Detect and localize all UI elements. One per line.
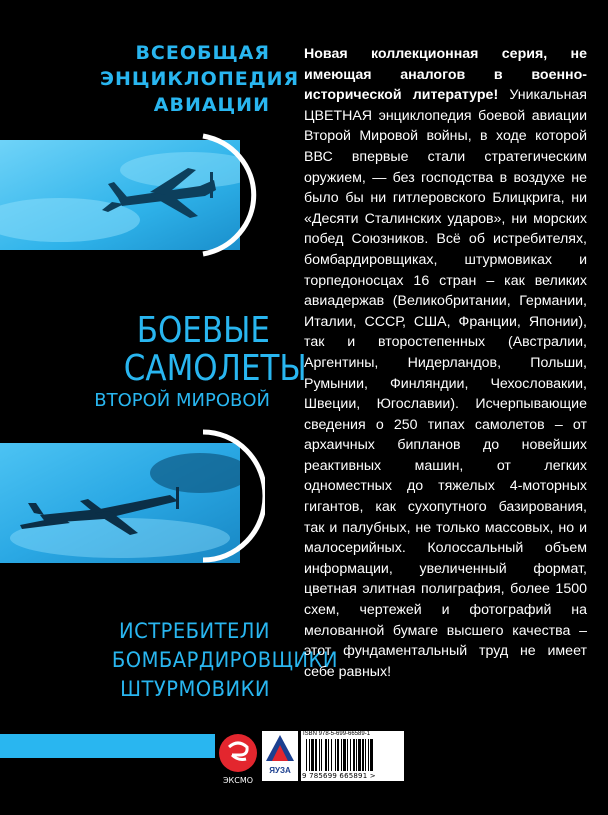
main-title-line: САМОЛЕТЫ — [123, 348, 307, 389]
isbn-number: ISBN 978-5-699-66589-1 — [303, 731, 371, 737]
main-subtitle: ВТОРОЙ МИРОВОЙ — [94, 390, 270, 411]
main-title — [123, 310, 307, 389]
series-title-line: ВСЕОБЩАЯ — [135, 42, 270, 64]
category-item: БОМБАРДИРОВЩИКИ — [111, 648, 338, 672]
decorative-arc — [195, 130, 265, 260]
description-text — [304, 44, 587, 682]
yauza-logo-icon — [262, 731, 298, 765]
series-title — [100, 40, 300, 118]
series-title-line: ЭНЦИКЛОПЕДИЯ — [100, 68, 300, 90]
main-title-line: БОЕВЫЕ — [136, 310, 270, 351]
decorative-arc — [195, 426, 265, 566]
category-item: ИСТРЕБИТЕЛИ — [119, 619, 270, 643]
description-body: Уникальная ЦВЕТНАЯ энциклопедия боевой авиации Второй Мировой войны, в ходе которой ВВС впервые стали стратегическим оружием, — без господства в воздухе не было бы ни гитлеровского Блицкрига, ни «Десяти Сталинских ударов», ни морских побед Союзников. Всё об истребителях, бомбардировщиках, штурмовиках и торпедоносцах 16 стран – как великих авиадержав (Великобритании, Германии, Италии, СССР, США, Франции, Японии), так и второстепенных (Австралии, Аргентины, Нидерландов, Польши, Румынии, Финляндии, Чехословакии, Швеции, Югославии). Исчерпывающие сведения о 250 типах самолетов – от архаичных бипланов до новейших реактивных машин, от легких одноместных до тяжелых 4-моторных гигантов, как сухопутного базирования, так и палубных, не только массовых, но и малосерийных. Колоссальный объем информации, увеличенный формат, цветная элитная полиграфия, более 1500 схем, чертежей и фотографий на мелованной бумаге высшего качества – этот фундаментальный труд не имеет себе равных! — [304, 87, 587, 680]
category-item: ШТУРМОВИКИ — [120, 677, 270, 701]
eksmo-logo-label: ЭКСМО — [222, 776, 254, 785]
description-lead: Новая коллекционная серия, не имеющая аналогов в военно-исторической литературе! — [304, 46, 587, 104]
barcode-digits: 9 785699 665891 > — [302, 772, 376, 780]
yauza-logo-label: ЯУЗА — [269, 766, 291, 775]
series-title-line: АВИАЦИИ — [153, 94, 270, 116]
categories-list — [111, 617, 338, 704]
barcode-icon — [306, 739, 399, 771]
